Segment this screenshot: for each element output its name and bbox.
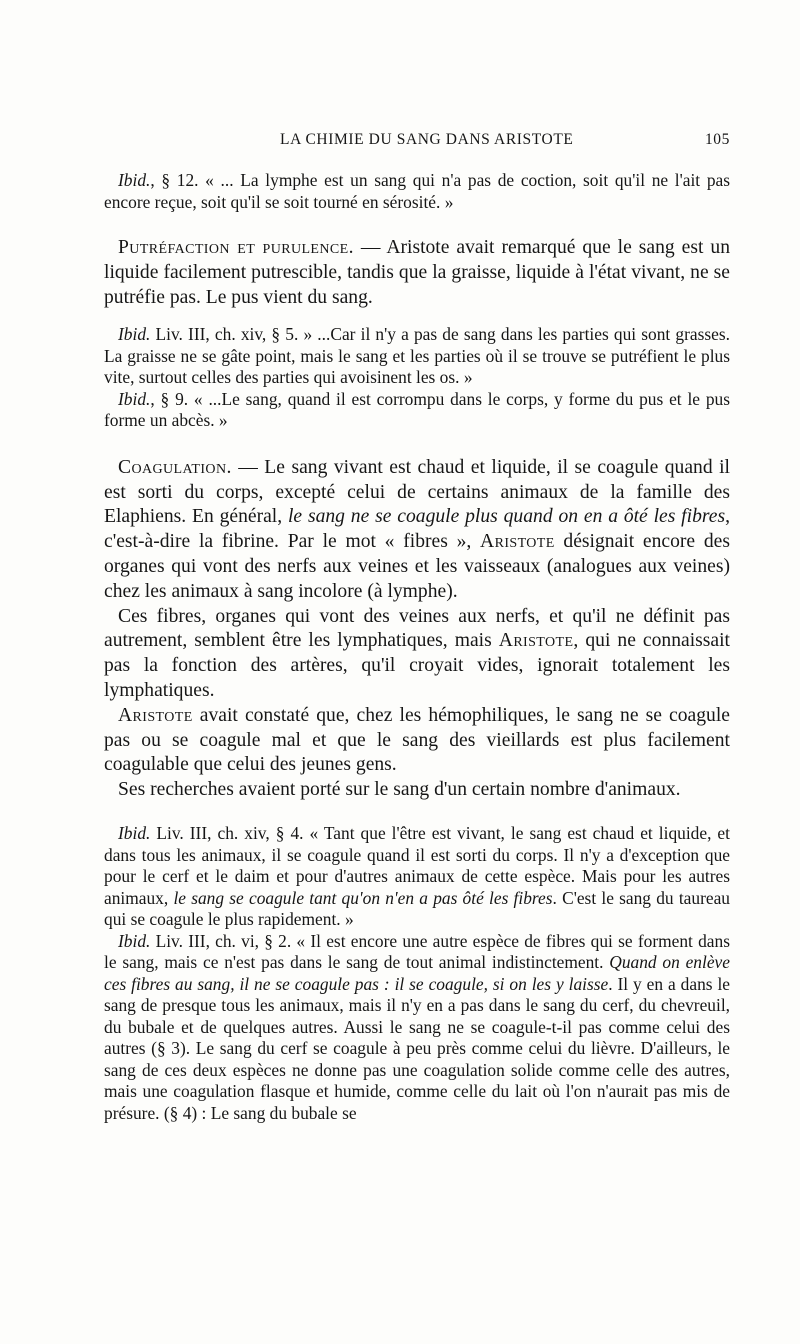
citation-paragraph: Ibid. Liv. III, ch. vi, § 2. « Il est encore une autre espèce de fibres qui se forment dans le sang, mais ce n'est pas dans le sang de tout animal indistinctement. Quand on enlève ces fibres au sang, il ne se coagule pas : il se coagule, si on les y laisse. Il y en a dans le sang de presque tous les animaux, mais il n'y en a pas dans le sang du cerf, du chevreuil, du bubale et de quelques autres. Aussi le sang ne se coagule-t-il pas comme celui des autres (§ 3). Le sang du cerf se coagule à peu près comme celui du lièvre. D'ailleurs, le sang de ces deux espèces ne donne pas une coagulation solide comme celle des autres, mais une coagulation flasque et humide, comme celle du lait où l'on n'aurait pas mis de présure. (§ 4) : Le sang du bubale se [104, 930, 731, 1123]
author-name: Aristote [480, 531, 555, 553]
section-coagulation: Coagulation. — Le sang vivant est chaud et liquide, il se coagule quand il est sorti du corps, excepté celui de certains animaux de la famille des Elaphiens. En général, le sang ne se coagule plus quand on en a ôté les fibres, c'est-à-dire la fibrine. Par le mot « fibres », Aristote désignait encore des organes qui vont des nerfs aux veines et les vaisseaux (analogues aux veines) chez les animaux à sang incolore (à lymphe). [104, 456, 730, 602]
citation-ref: Ibid. [118, 324, 151, 345]
body-paragraph: Aristote avait constaté que, chez les hémophiliques, le sang ne se coagule pas ou se coagule mal et que le sang des vieillards est plus facilement coagulable que celui des jeunes gens. [104, 704, 730, 776]
author-name: Aristote [118, 704, 193, 726]
body-paragraph: Ces fibres, organes qui vont des veines aux nerfs, et qu'il ne définit pas autrement, semblent être les lymphatiques, mais Aristote, qui ne connaissait pas la fonction des artères, qu'il croyait vides, ignorait totalement les lymphatiques. [104, 605, 730, 702]
section-heading: Putréfaction et purulence. [118, 237, 354, 258]
citation-paragraph: Ibid. Liv. III, ch. xiv, § 4. « Tant que l'être est vivant, le sang est chaud et liquide, et dans tous les animaux, il se coagule quand il est sorti du corps. Il n'y a d'exception que pour le cerf et le daim et pour d'autres animaux de cette espèce. Mais pour les autres animaux, le sang se coagule tant qu'on n'en a pas ôté les fibres. C'est le sang du taureau qui se coagule le plus rapidement. » [104, 823, 730, 930]
body-paragraph: Ses recherches avaient porté sur le sang d'un certain nombre d'animaux. [118, 779, 681, 801]
section-putrefaction: Putréfaction et purulence. — Aristote avait remarqué que le sang est un liquide facilement putrescible, tandis que la graisse, liquide à l'état vivant, ne se putréfie pas. Le pus vient du sang. [104, 237, 730, 308]
page-number: 105 [704, 131, 730, 148]
page-header [104, 131, 730, 155]
page-body [104, 170, 730, 1124]
citation-paragraph: Ibid., § 9. « ...Le sang, quand il est corrompu dans le corps, y forme du pus et le pus forme un abcès. » [104, 388, 730, 431]
author-name: Aristote [498, 630, 574, 652]
citation-ref: Ibid. [118, 388, 151, 409]
section-heading: Coagulation. [118, 456, 232, 478]
citation-paragraph: Ibid., § 12. « ... La lymphe est un sang qui n'a pas de coction, soit qu'il ne l'ait pas encore reçue, soit qu'il se soit tourné en sérosité. » [104, 170, 730, 212]
citation-ref: Ibid. [118, 170, 151, 190]
citation-paragraph: Ibid. Liv. III, ch. xiv, § 5. » ...Car il n'y a pas de sang dans les parties qui sont grasses. La graisse ne se gâte point, mais le sang et les parties où il se trouve se putréfient le plus vite, surtout celles des parties qui avoisinent les os. » [104, 324, 730, 388]
citation-ref: Ibid. [118, 930, 151, 951]
running-title: LA CHIMIE DU SANG DANS ARISTOTE [280, 131, 574, 148]
citation-ref: Ibid. [118, 823, 151, 844]
